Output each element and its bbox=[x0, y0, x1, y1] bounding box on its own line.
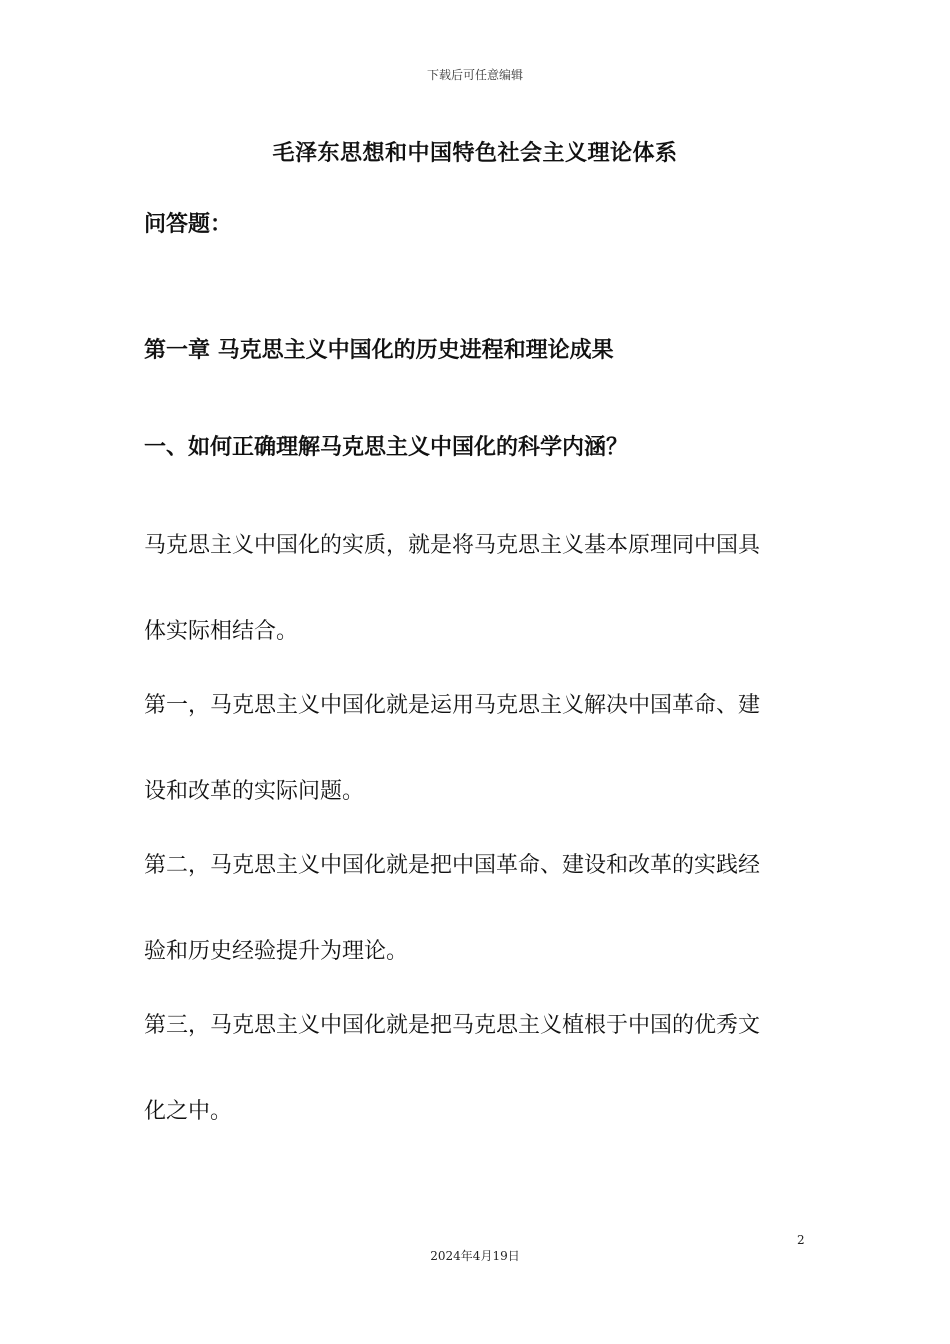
paragraph-line: 第三，马克思主义中国化就是把马克思主义植根于中国的优秀文 bbox=[144, 1013, 761, 1038]
header-note: 下载后可任意编辑 bbox=[426, 68, 523, 82]
question-title: 一、如何正确理解马克思主义中国化的科学内涵？ bbox=[144, 435, 629, 460]
paragraph-line: 第一，马克思主义中国化就是运用马克思主义解决中国革命、建 bbox=[144, 693, 761, 718]
paragraph-line: 马克思主义中国化的实质，就是将马克思主义基本原理同中国具 bbox=[144, 533, 761, 558]
paragraph-line: 体实际相结合。 bbox=[144, 619, 299, 644]
chapter-title: 第一章 马克思主义中国化的历史进程和理论成果 bbox=[144, 338, 614, 363]
paragraph-line: 验和历史经验提升为理论。 bbox=[144, 939, 409, 964]
paragraph-line: 化之中。 bbox=[144, 1099, 233, 1124]
section-label: 问答题： bbox=[144, 212, 233, 237]
page-number: 2 bbox=[797, 1233, 805, 1247]
document-title: 毛泽东思想和中国特色社会主义理论体系 bbox=[272, 141, 678, 166]
footer-date: 2024年4月19日 bbox=[430, 1249, 520, 1263]
paragraph-line: 设和改革的实际问题。 bbox=[144, 779, 365, 804]
paragraph-line: 第二，马克思主义中国化就是把中国革命、建设和改革的实践经 bbox=[144, 853, 761, 878]
